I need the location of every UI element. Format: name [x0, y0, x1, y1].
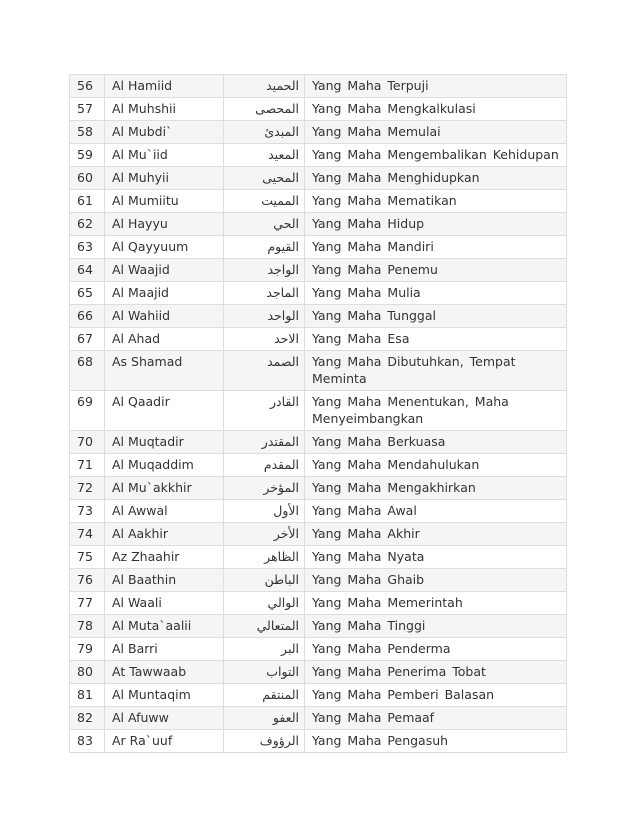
meaning-cell: Yang Maha Mengkalkulasi	[305, 98, 567, 121]
meaning-cell: Yang Maha Pengasuh	[305, 730, 567, 753]
meaning-cell: Yang Maha Penderma	[305, 638, 567, 661]
latin-name-cell: Al Maajid	[105, 282, 224, 305]
table-row	[70, 391, 567, 431]
arabic-name-cell: المقتدر	[224, 431, 305, 454]
arabic-name-cell: العفو	[224, 707, 305, 730]
meaning-cell: Yang Maha Pemberi Balasan	[305, 684, 567, 707]
meaning-cell: Yang Maha Esa	[305, 328, 567, 351]
number-cell: 56	[70, 75, 105, 98]
number-cell: 78	[70, 615, 105, 638]
number-cell: 83	[70, 730, 105, 753]
latin-name-cell: As Shamad	[105, 351, 224, 391]
arabic-name-cell: القيوم	[224, 236, 305, 259]
number-cell: 81	[70, 684, 105, 707]
arabic-name-cell: البر	[224, 638, 305, 661]
number-cell: 72	[70, 477, 105, 500]
arabic-name-cell: المحصى	[224, 98, 305, 121]
latin-name-cell: Al Muta`aalii	[105, 615, 224, 638]
table-row	[70, 500, 567, 523]
number-cell: 58	[70, 121, 105, 144]
arabic-name-cell: الأخر	[224, 523, 305, 546]
number-cell: 66	[70, 305, 105, 328]
arabic-name-cell: الأول	[224, 500, 305, 523]
latin-name-cell: Al Afuww	[105, 707, 224, 730]
latin-name-cell: Al Qaadir	[105, 391, 224, 431]
arabic-name-cell: المحيى	[224, 167, 305, 190]
number-cell: 64	[70, 259, 105, 282]
arabic-name-cell: الواحد	[224, 305, 305, 328]
arabic-name-cell: المؤخر	[224, 477, 305, 500]
table-row	[70, 98, 567, 121]
table-row	[70, 431, 567, 454]
arabic-name-cell: المنتقم	[224, 684, 305, 707]
table-row	[70, 454, 567, 477]
latin-name-cell: Az Zhaahir	[105, 546, 224, 569]
number-cell: 59	[70, 144, 105, 167]
table-row	[70, 328, 567, 351]
meaning-cell: Yang Maha Tinggi	[305, 615, 567, 638]
arabic-name-cell: التواب	[224, 661, 305, 684]
latin-name-cell: Al Hayyu	[105, 213, 224, 236]
meaning-cell: Yang Maha Awal	[305, 500, 567, 523]
arabic-name-cell: الاحد	[224, 328, 305, 351]
arabic-name-cell: الباطن	[224, 569, 305, 592]
latin-name-cell: Al Mumiitu	[105, 190, 224, 213]
table-row	[70, 351, 567, 391]
latin-name-cell: Al Hamiid	[105, 75, 224, 98]
table-row	[70, 523, 567, 546]
latin-name-cell: At Tawwaab	[105, 661, 224, 684]
meaning-cell: Yang Maha Hidup	[305, 213, 567, 236]
latin-name-cell: Al Qayyuum	[105, 236, 224, 259]
table-row	[70, 259, 567, 282]
meaning-cell: Yang Maha Memerintah	[305, 592, 567, 615]
arabic-name-cell: الصمد	[224, 351, 305, 391]
table-row	[70, 661, 567, 684]
latin-name-cell: Al Muntaqim	[105, 684, 224, 707]
number-cell: 75	[70, 546, 105, 569]
table-row	[70, 592, 567, 615]
arabic-name-cell: المعيد	[224, 144, 305, 167]
table-row	[70, 75, 567, 98]
table-row	[70, 615, 567, 638]
meaning-cell: Yang Maha Mandiri	[305, 236, 567, 259]
latin-name-cell: Al Muhyii	[105, 167, 224, 190]
meaning-cell: Yang Maha Memulai	[305, 121, 567, 144]
meaning-cell: Yang Maha Terpuji	[305, 75, 567, 98]
meaning-cell: Yang Maha Mendahulukan	[305, 454, 567, 477]
meaning-cell: Yang Maha Berkuasa	[305, 431, 567, 454]
latin-name-cell: Al Mu`iid	[105, 144, 224, 167]
meaning-cell: Yang Maha Penemu	[305, 259, 567, 282]
table-row	[70, 236, 567, 259]
meaning-cell: Yang Maha Pemaaf	[305, 707, 567, 730]
arabic-name-cell: الواجد	[224, 259, 305, 282]
number-cell: 62	[70, 213, 105, 236]
arabic-name-cell: المتعالي	[224, 615, 305, 638]
meaning-cell: Yang Maha Ghaib	[305, 569, 567, 592]
table-row	[70, 190, 567, 213]
latin-name-cell: Al Ahad	[105, 328, 224, 351]
table-row	[70, 167, 567, 190]
number-cell: 70	[70, 431, 105, 454]
number-cell: 74	[70, 523, 105, 546]
number-cell: 80	[70, 661, 105, 684]
number-cell: 61	[70, 190, 105, 213]
number-cell: 82	[70, 707, 105, 730]
arabic-name-cell: الرؤوف	[224, 730, 305, 753]
table-row	[70, 213, 567, 236]
number-cell: 67	[70, 328, 105, 351]
arabic-name-cell: الظاهر	[224, 546, 305, 569]
latin-name-cell: Al Baathin	[105, 569, 224, 592]
latin-name-cell: Al Waajid	[105, 259, 224, 282]
number-cell: 57	[70, 98, 105, 121]
number-cell: 77	[70, 592, 105, 615]
table-row	[70, 305, 567, 328]
table-row	[70, 546, 567, 569]
meaning-cell: Yang Maha Tunggal	[305, 305, 567, 328]
latin-name-cell: Al Muhshii	[105, 98, 224, 121]
latin-name-cell: Al Aakhir	[105, 523, 224, 546]
table-row	[70, 707, 567, 730]
meaning-cell: Yang Maha Mematikan	[305, 190, 567, 213]
table-row	[70, 282, 567, 305]
number-cell: 79	[70, 638, 105, 661]
arabic-name-cell: الحي	[224, 213, 305, 236]
meaning-cell: Yang Maha Dibutuhkan, Tempat Meminta	[305, 351, 567, 391]
latin-name-cell: Al Mu`akkhir	[105, 477, 224, 500]
arabic-name-cell: القادر	[224, 391, 305, 431]
number-cell: 63	[70, 236, 105, 259]
number-cell: 65	[70, 282, 105, 305]
latin-name-cell: Al Barri	[105, 638, 224, 661]
meaning-cell: Yang Maha Menghidupkan	[305, 167, 567, 190]
arabic-name-cell: المميت	[224, 190, 305, 213]
table-row	[70, 684, 567, 707]
latin-name-cell: Al Muqaddim	[105, 454, 224, 477]
latin-name-cell: Al Waali	[105, 592, 224, 615]
latin-name-cell: Al Wahiid	[105, 305, 224, 328]
meaning-cell: Yang Maha Nyata	[305, 546, 567, 569]
latin-name-cell: Al Muqtadir	[105, 431, 224, 454]
latin-name-cell: Al Mubdi`	[105, 121, 224, 144]
number-cell: 71	[70, 454, 105, 477]
arabic-name-cell: الوالي	[224, 592, 305, 615]
number-cell: 73	[70, 500, 105, 523]
table-row	[70, 569, 567, 592]
table-row	[70, 638, 567, 661]
latin-name-cell: Ar Ra`uuf	[105, 730, 224, 753]
latin-name-cell: Al Awwal	[105, 500, 224, 523]
number-cell: 76	[70, 569, 105, 592]
arabic-name-cell: المقدم	[224, 454, 305, 477]
table-row	[70, 121, 567, 144]
arabic-name-cell: الماجد	[224, 282, 305, 305]
table-row	[70, 477, 567, 500]
table-row	[70, 144, 567, 167]
meaning-cell: Yang Maha Penerima Tobat	[305, 661, 567, 684]
meaning-cell: Yang Maha Mengakhirkan	[305, 477, 567, 500]
table-body	[70, 75, 567, 753]
number-cell: 69	[70, 391, 105, 431]
arabic-name-cell: الحميد	[224, 75, 305, 98]
asmaul-husna-table	[69, 74, 567, 753]
meaning-cell: Yang Maha Mengembalikan Kehidupan	[305, 144, 567, 167]
meaning-cell: Yang Maha Menentukan, Maha Menyeimbangkan	[305, 391, 567, 431]
number-cell: 68	[70, 351, 105, 391]
arabic-name-cell: المبدئ	[224, 121, 305, 144]
meaning-cell: Yang Maha Mulia	[305, 282, 567, 305]
meaning-cell: Yang Maha Akhir	[305, 523, 567, 546]
number-cell: 60	[70, 167, 105, 190]
table-row	[70, 730, 567, 753]
